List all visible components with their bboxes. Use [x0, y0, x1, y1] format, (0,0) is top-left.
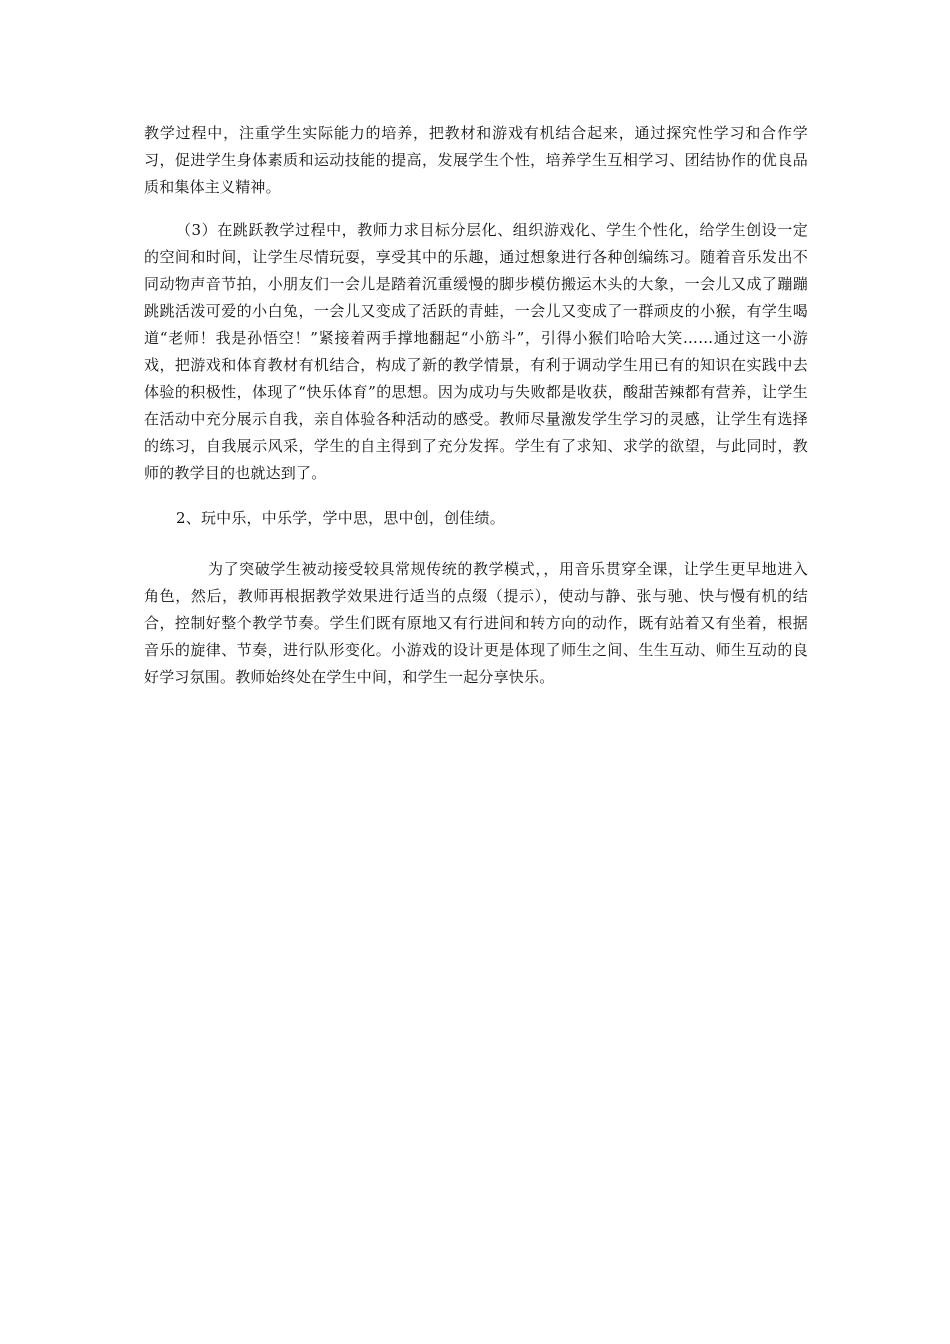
paragraph-jumping-teaching: （3）在跳跃教学过程中，教师力求目标分层化、组织游戏化、学生个性化，给学生创设一定的空间和时间，让学生尽情玩耍，享受其中的乐趣，通过想象进行各种创编练习。随着音乐发出不同动物声音节拍，小朋友们一会儿是踏着沉重缓慢的脚步模仿搬运木头的大象，一会儿又成了蹦蹦跳跳活泼可爱的小白兔，一会儿又变成了活跃的青蛙，一会儿又变成了一群顽皮的小猴，有学生喝道“老师！我是孙悟空！”紧接着两手撑地翻起“小筋斗”，引得小猴们哈哈大笑……通过这一小游戏，把游戏和体育教材有机结合，构成了新的教学情景，有利于调动学生用已有的知识在实践中去体验的积极性，体现了“快乐体育”的思想。因为成功与失败都是收获，酸甜苦辣都有营养，让学生在活动中充分展示自我，亲自体验各种活动的感受。教师尽量激发学生学习的灵感，让学生有选择的练习，自我展示风采，学生的自主得到了充分发挥。学生有了求知、求学的欲望，与此同时，教师的教学目的也就达到了。 [144, 221, 808, 482]
document-body [144, 120, 808, 691]
paragraph-music-teaching-mode: 为了突破学生被动接受较具常规传统的教学模式，，用音乐贯穿全课，让学生更早地进入角色，然后，教师再根据教学效果进行适当的点缀（提示），使动与静、张与驰、快与慢有机的结合，控制好整个教学节奏。学生们既有原地又有行进间和转方向的动作，既有站着又有坐着，根据音乐的旋律、节奏，进行队形变化。小游戏的设计更是体现了师生之间、生生互动、师生互动的良好学习氛围。教师始终处在学生中间，和学生一起分享快乐。 [144, 560, 808, 686]
paragraph-continuation: 教学过程中，注重学生实际能力的培养，把教材和游戏有机结合起来，通过探究性学习和合作学习，促进学生身体素质和运动技能的提高，发展学生个性，培养学生互相学习、团结协作的优良品质和集体主义精神。 [144, 124, 808, 196]
section-heading-play-learn: 2、玩中乐，中乐学，学中思，思中创，创佳绩。 [176, 509, 505, 527]
